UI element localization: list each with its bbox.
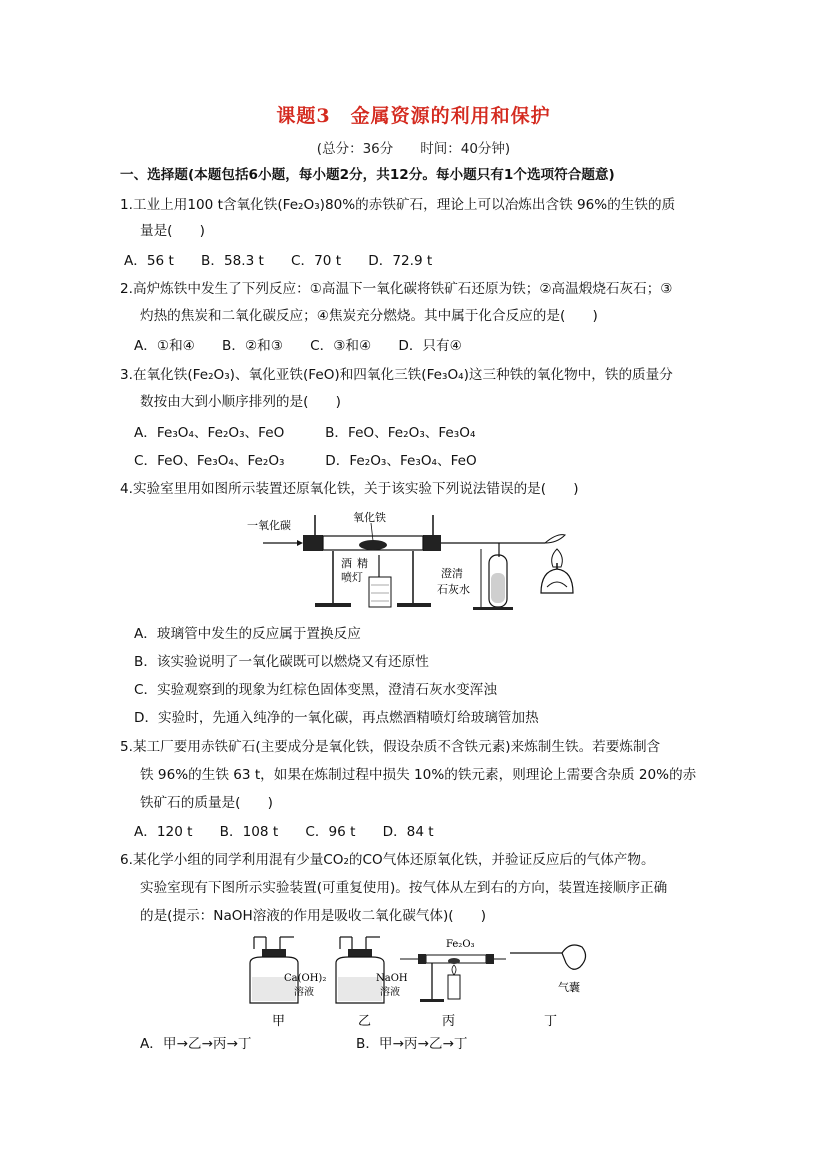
q2-stem-line1: 2.高炉炼铁中发生了下列反应：①高温下一氧化碳将铁矿石还原为铁；②高温煅烧石灰石；③: [120, 281, 673, 297]
fig-label-jia: 甲: [272, 1014, 286, 1029]
fig-naoh-label-1: NaOH: [376, 973, 408, 984]
q4-option-a: A．玻璃管中发生的反应属于置换反应: [134, 626, 361, 642]
q4-option-d: D．实验时，先通入纯净的一氧化碳，再点燃酒精喷灯给玻璃管加热: [134, 710, 539, 726]
q5-stem-line2: 铁 96%的生铁 63 t，如果在炼制过程中损失 10%的铁元素，则理论上需要含杂质 20%的赤: [140, 767, 697, 783]
q4-stem: 4.实验室里用如图所示装置还原氧化铁，关于该实验下列说法错误的是( ): [120, 481, 579, 497]
bottle-yi: [336, 937, 408, 1029]
fig-bag-label: 气囊: [558, 981, 580, 994]
co-reduction-apparatus-figure: [245, 505, 590, 617]
fig-fe2o3-label: Fe₂O₃: [446, 939, 475, 950]
q4-option-c: C．实验观察到的现象为红棕色固体变黑，澄清石灰水变浑浊: [134, 682, 497, 698]
q1-options: A．56 t B．58.3 t C．70 t D．72.9 t: [124, 253, 433, 269]
q6-stem-line1: 6.某化学小组的同学利用混有少量CO₂的CO气体还原氧化铁，并验证反应后的气体产物。: [120, 852, 655, 868]
section-heading: 一、选择题(本题包括6小题，每小题2分，共12分。每小题只有1个选项符合题意): [120, 167, 615, 183]
fig-lamp-label-1: 酒: [341, 557, 352, 570]
fig-naoh-label-2: 溶液: [380, 987, 400, 998]
fig-limewater-label-2: 石灰水: [437, 583, 470, 596]
q3-stem-line2: 数按由大到小顺序排列的是( ): [140, 394, 341, 410]
fig-co-label: 一氧化碳: [247, 519, 291, 532]
q1-stem-line1: 1.工业上用100 t含氧化铁(Fe₂O₃)80%的赤铁矿石，理论上可以冶炼出含铁 96%的生铁的质: [120, 197, 676, 213]
fig-lamp-label-3: 喷灯: [341, 571, 363, 584]
q5-stem-line1: 5.某工厂要用赤铁矿石(主要成分是氧化铁，假设杂质不含铁元素)来炼制生铁。若要炼制含: [120, 739, 661, 755]
q6-stem-line2: 实验室现有下图所示实验装置(可重复使用)。按气体从左到右的方向，装置连接顺序正确: [140, 880, 668, 896]
q2-stem-line2: 灼热的焦炭和二氧化碳反应；④焦炭充分燃烧。其中属于化合反应的是( ): [140, 308, 598, 324]
gas-apparatus-figure: [240, 933, 600, 1031]
q6-option-a: A．甲→乙→丙→丁: [140, 1036, 252, 1052]
q3-options-cd: C．FeO、Fe₃O₄、Fe₂O₃ D．Fe₂O₃、Fe₃O₄、FeO: [134, 453, 477, 469]
page-title: 课题3 金属资源的利用和保护: [276, 105, 551, 127]
fig-caoh2-label-1: Ca(OH)₂: [284, 973, 327, 984]
q3-options-ab: A．Fe₃O₄、Fe₂O₃、FeO B．FeO、Fe₂O₃、Fe₃O₄: [134, 425, 476, 441]
fig-caoh2-label-2: 溶液: [294, 987, 314, 998]
q2-options: A．①和④ B．②和③ C．③和④ D．只有④: [134, 338, 462, 354]
q6-option-b: B．甲→丙→乙→丁: [356, 1036, 468, 1052]
q1-stem-line2: 量是( ): [140, 223, 205, 239]
page-subtitle: (总分：36分 时间：40分钟): [316, 141, 511, 157]
q6-stem-line3: 的是(提示：NaOH溶液的作用是吸收二氧化碳气体)( ): [140, 908, 487, 924]
tube-bing: [400, 939, 506, 1029]
fig-lamp-label-2: 精: [357, 557, 368, 570]
q5-options: A．120 t B．108 t C．96 t D．84 t: [134, 824, 434, 840]
fig-label-ding: 丁: [544, 1014, 558, 1029]
bottle-jia: [250, 937, 326, 1029]
fig-fe2o3-label: 氧化铁: [353, 511, 386, 524]
q4-option-b: B．该实验说明了一氧化碳既可以燃烧又有还原性: [134, 654, 429, 670]
fig-label-bing: 丙: [442, 1014, 456, 1029]
balloon-ding: [510, 945, 586, 1029]
q5-stem-line3: 铁矿石的质量是( ): [140, 795, 273, 811]
fig-limewater-label-1: 澄清: [441, 567, 463, 580]
fig-label-yi: 乙: [358, 1014, 372, 1029]
q3-stem-line1: 3.在氧化铁(Fe₂O₃)、氧化亚铁(FeO)和四氧化三铁(Fe₃O₄)这三种铁的氧化物中，铁的质量分: [120, 367, 673, 383]
